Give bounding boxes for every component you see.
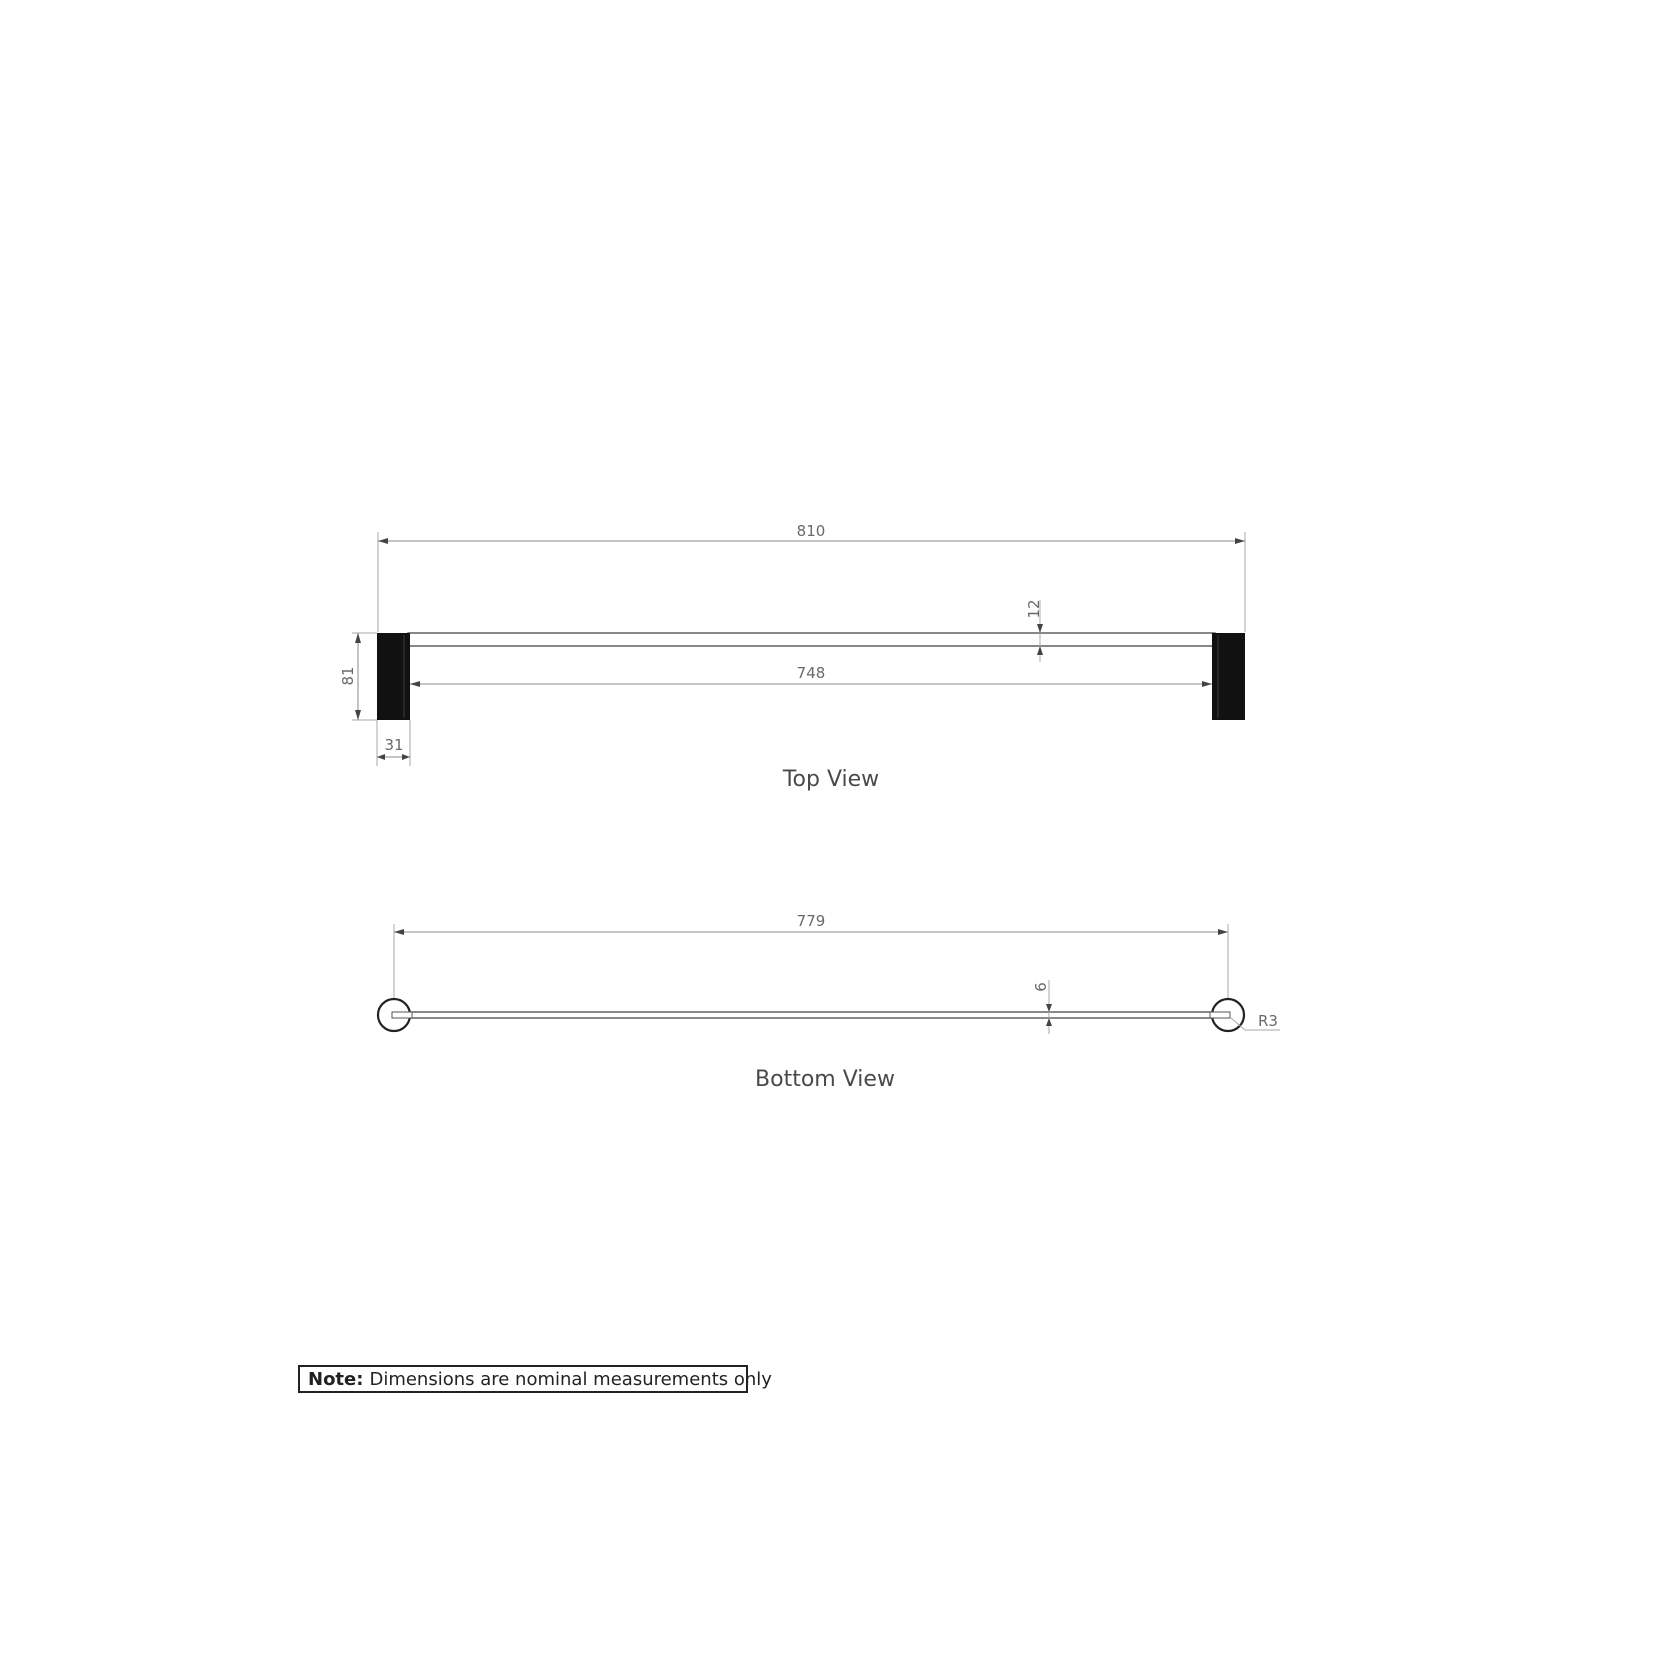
radius-label: R3 (1258, 1012, 1278, 1030)
arrowhead (1037, 624, 1043, 633)
arrowhead (410, 681, 420, 687)
arrowhead (1202, 681, 1212, 687)
arrowhead (377, 754, 385, 760)
bracket-width-label: 31 (384, 736, 404, 754)
note-label: Note: (308, 1368, 364, 1390)
arrowhead (1235, 538, 1245, 544)
arrowhead (394, 929, 404, 935)
left-bracket (377, 633, 410, 720)
bar-thickness-bottom-label: 6 (1032, 982, 1050, 992)
bracket-height-label: 81 (339, 666, 357, 686)
note-box (298, 1365, 772, 1393)
right-bracket (1212, 633, 1245, 720)
bar-inner-left (392, 1012, 412, 1018)
bottom-view-title: Bottom View (755, 1067, 895, 1092)
top-view-title: Top View (782, 767, 880, 792)
arrowhead (1037, 646, 1043, 655)
towel-rail-bar (408, 633, 1215, 646)
note-text: Dimensions are nominal measurements only (369, 1368, 772, 1390)
arrowhead (378, 538, 388, 544)
top-view (339, 522, 1245, 792)
bottom-view (378, 912, 1280, 1092)
inner-length-label: 748 (796, 664, 826, 682)
arrowhead (1046, 1004, 1052, 1012)
arrowhead (1046, 1018, 1052, 1026)
bar-inner-right (1210, 1012, 1230, 1018)
center-length-label: 779 (796, 912, 826, 930)
towel-rail-bar-bottom (394, 1012, 1228, 1018)
bar-thickness-label: 12 (1025, 599, 1043, 619)
arrowhead (1218, 929, 1228, 935)
arrowhead (355, 710, 361, 720)
arrowhead (402, 754, 410, 760)
arrowhead (355, 633, 361, 643)
overall-length-label: 810 (796, 522, 826, 540)
